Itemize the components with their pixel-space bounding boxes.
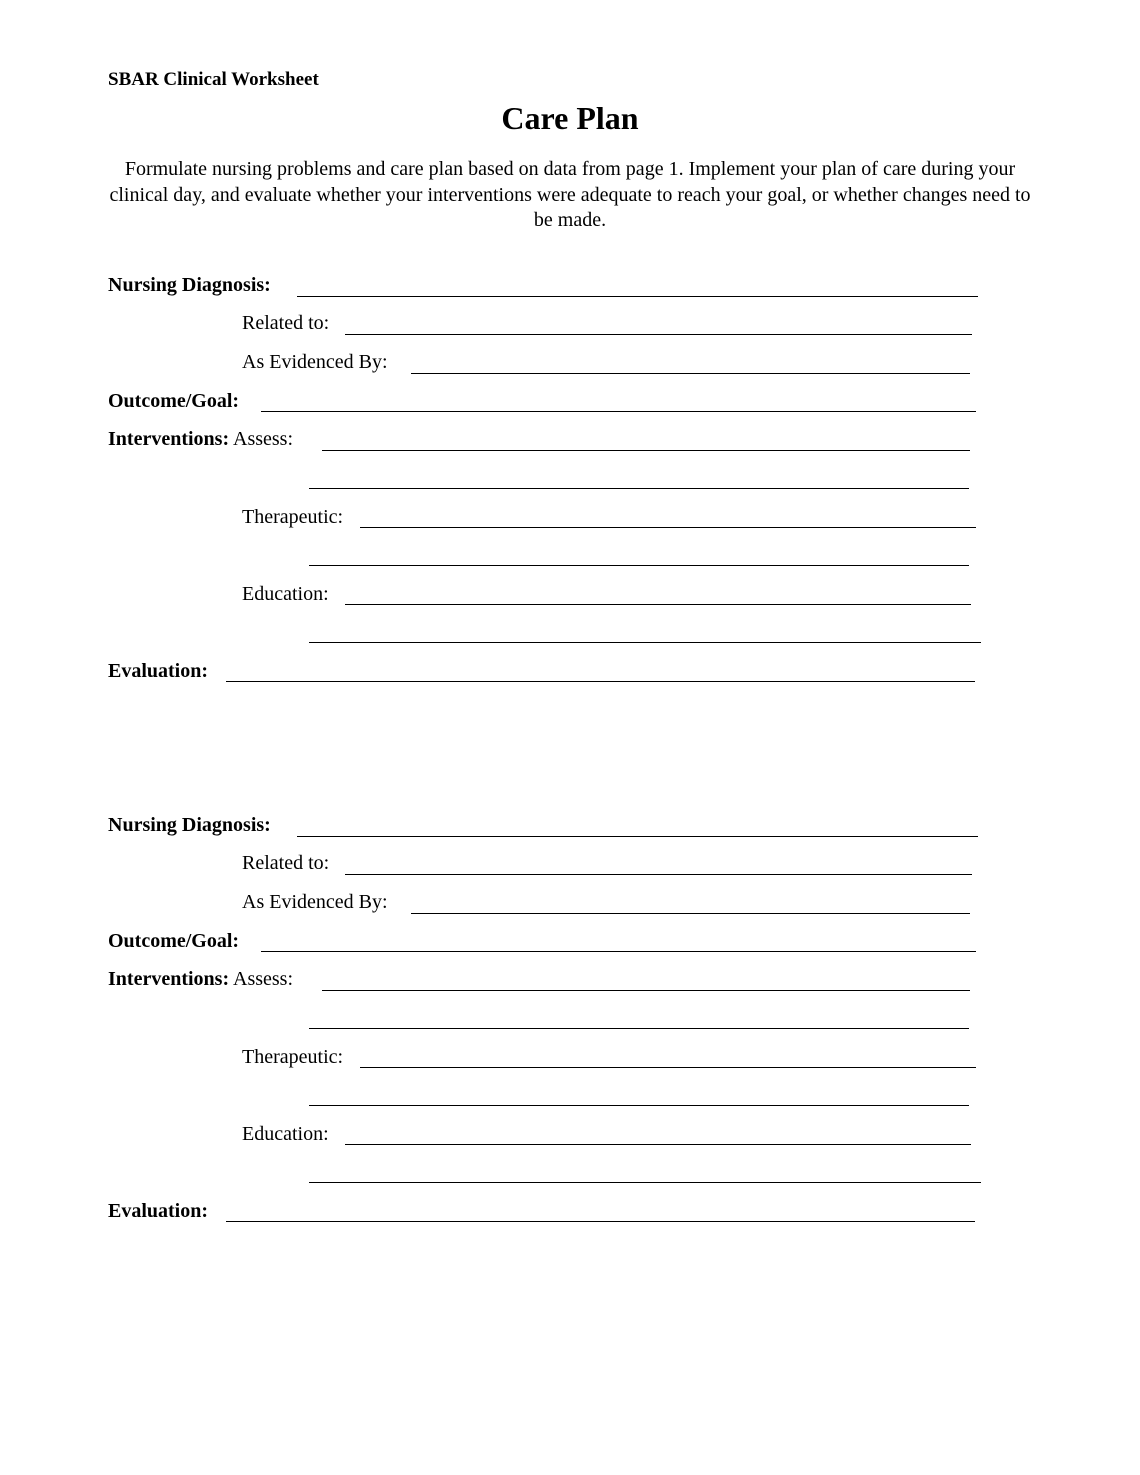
evaluation-label: Evaluation: — [108, 660, 209, 682]
therapeutic-field[interactable] — [360, 1067, 976, 1068]
outcome-goal-label: Outcome/Goal: — [108, 390, 240, 412]
education-label: Education: — [242, 1123, 329, 1145]
assess-field[interactable] — [322, 990, 970, 991]
nursing-diagnosis-label: Nursing Diagnosis: — [108, 814, 271, 836]
assess-field[interactable] — [322, 450, 970, 451]
related-to-label: Related to: — [242, 852, 330, 874]
evaluation-label: Evaluation: — [108, 1200, 209, 1222]
education-label: Education: — [242, 583, 329, 605]
care-plan-section — [0, 540, 1140, 1222]
instructions: Formulate nursing problems and care plan based on data from page 1. Implement your plan of care during your clinical day, and evaluate whether your interventions were adequate to reach your goal, or whether changes need to be made. — [109, 158, 1031, 231]
therapeutic-label: Therapeutic: — [242, 1046, 344, 1068]
therapeutic-field[interactable] — [360, 527, 976, 528]
worksheet-header: SBAR Clinical Worksheet — [108, 69, 319, 90]
interventions-heading: Interventions: — [108, 428, 230, 450]
evaluation-field[interactable] — [226, 1221, 975, 1222]
nursing-diagnosis-field[interactable] — [297, 836, 978, 837]
outcome-goal-field[interactable] — [261, 951, 976, 952]
assess-label: Assess: — [233, 968, 294, 990]
care-plan-section — [0, 0, 1140, 682]
therapeutic-label: Therapeutic: — [242, 506, 344, 528]
related-to-field[interactable] — [345, 874, 972, 875]
page-title: Care Plan — [501, 100, 639, 136]
education-field-2[interactable] — [309, 1182, 981, 1183]
assess-field-2[interactable] — [309, 1028, 969, 1029]
nursing-diagnosis-label: Nursing Diagnosis: — [108, 274, 271, 296]
as-evidenced-by-label: As Evidenced By: — [242, 351, 388, 373]
outcome-goal-label: Outcome/Goal: — [108, 930, 240, 952]
therapeutic-field-2[interactable] — [309, 1105, 969, 1106]
nursing-diagnosis-field[interactable] — [297, 296, 978, 297]
as-evidenced-by-label: As Evidenced By: — [242, 891, 388, 913]
assess-label: Assess: — [233, 428, 294, 450]
as-evidenced-by-field[interactable] — [411, 373, 970, 374]
outcome-goal-field[interactable] — [261, 411, 976, 412]
interventions-heading: Interventions: — [108, 968, 230, 990]
related-to-label: Related to: — [242, 312, 330, 334]
interventions-label — [108, 967, 293, 991]
education-field[interactable] — [345, 1144, 971, 1145]
as-evidenced-by-field[interactable] — [411, 913, 970, 914]
related-to-field[interactable] — [345, 334, 972, 335]
assess-field-2[interactable] — [309, 488, 969, 489]
interventions-label — [108, 427, 293, 451]
